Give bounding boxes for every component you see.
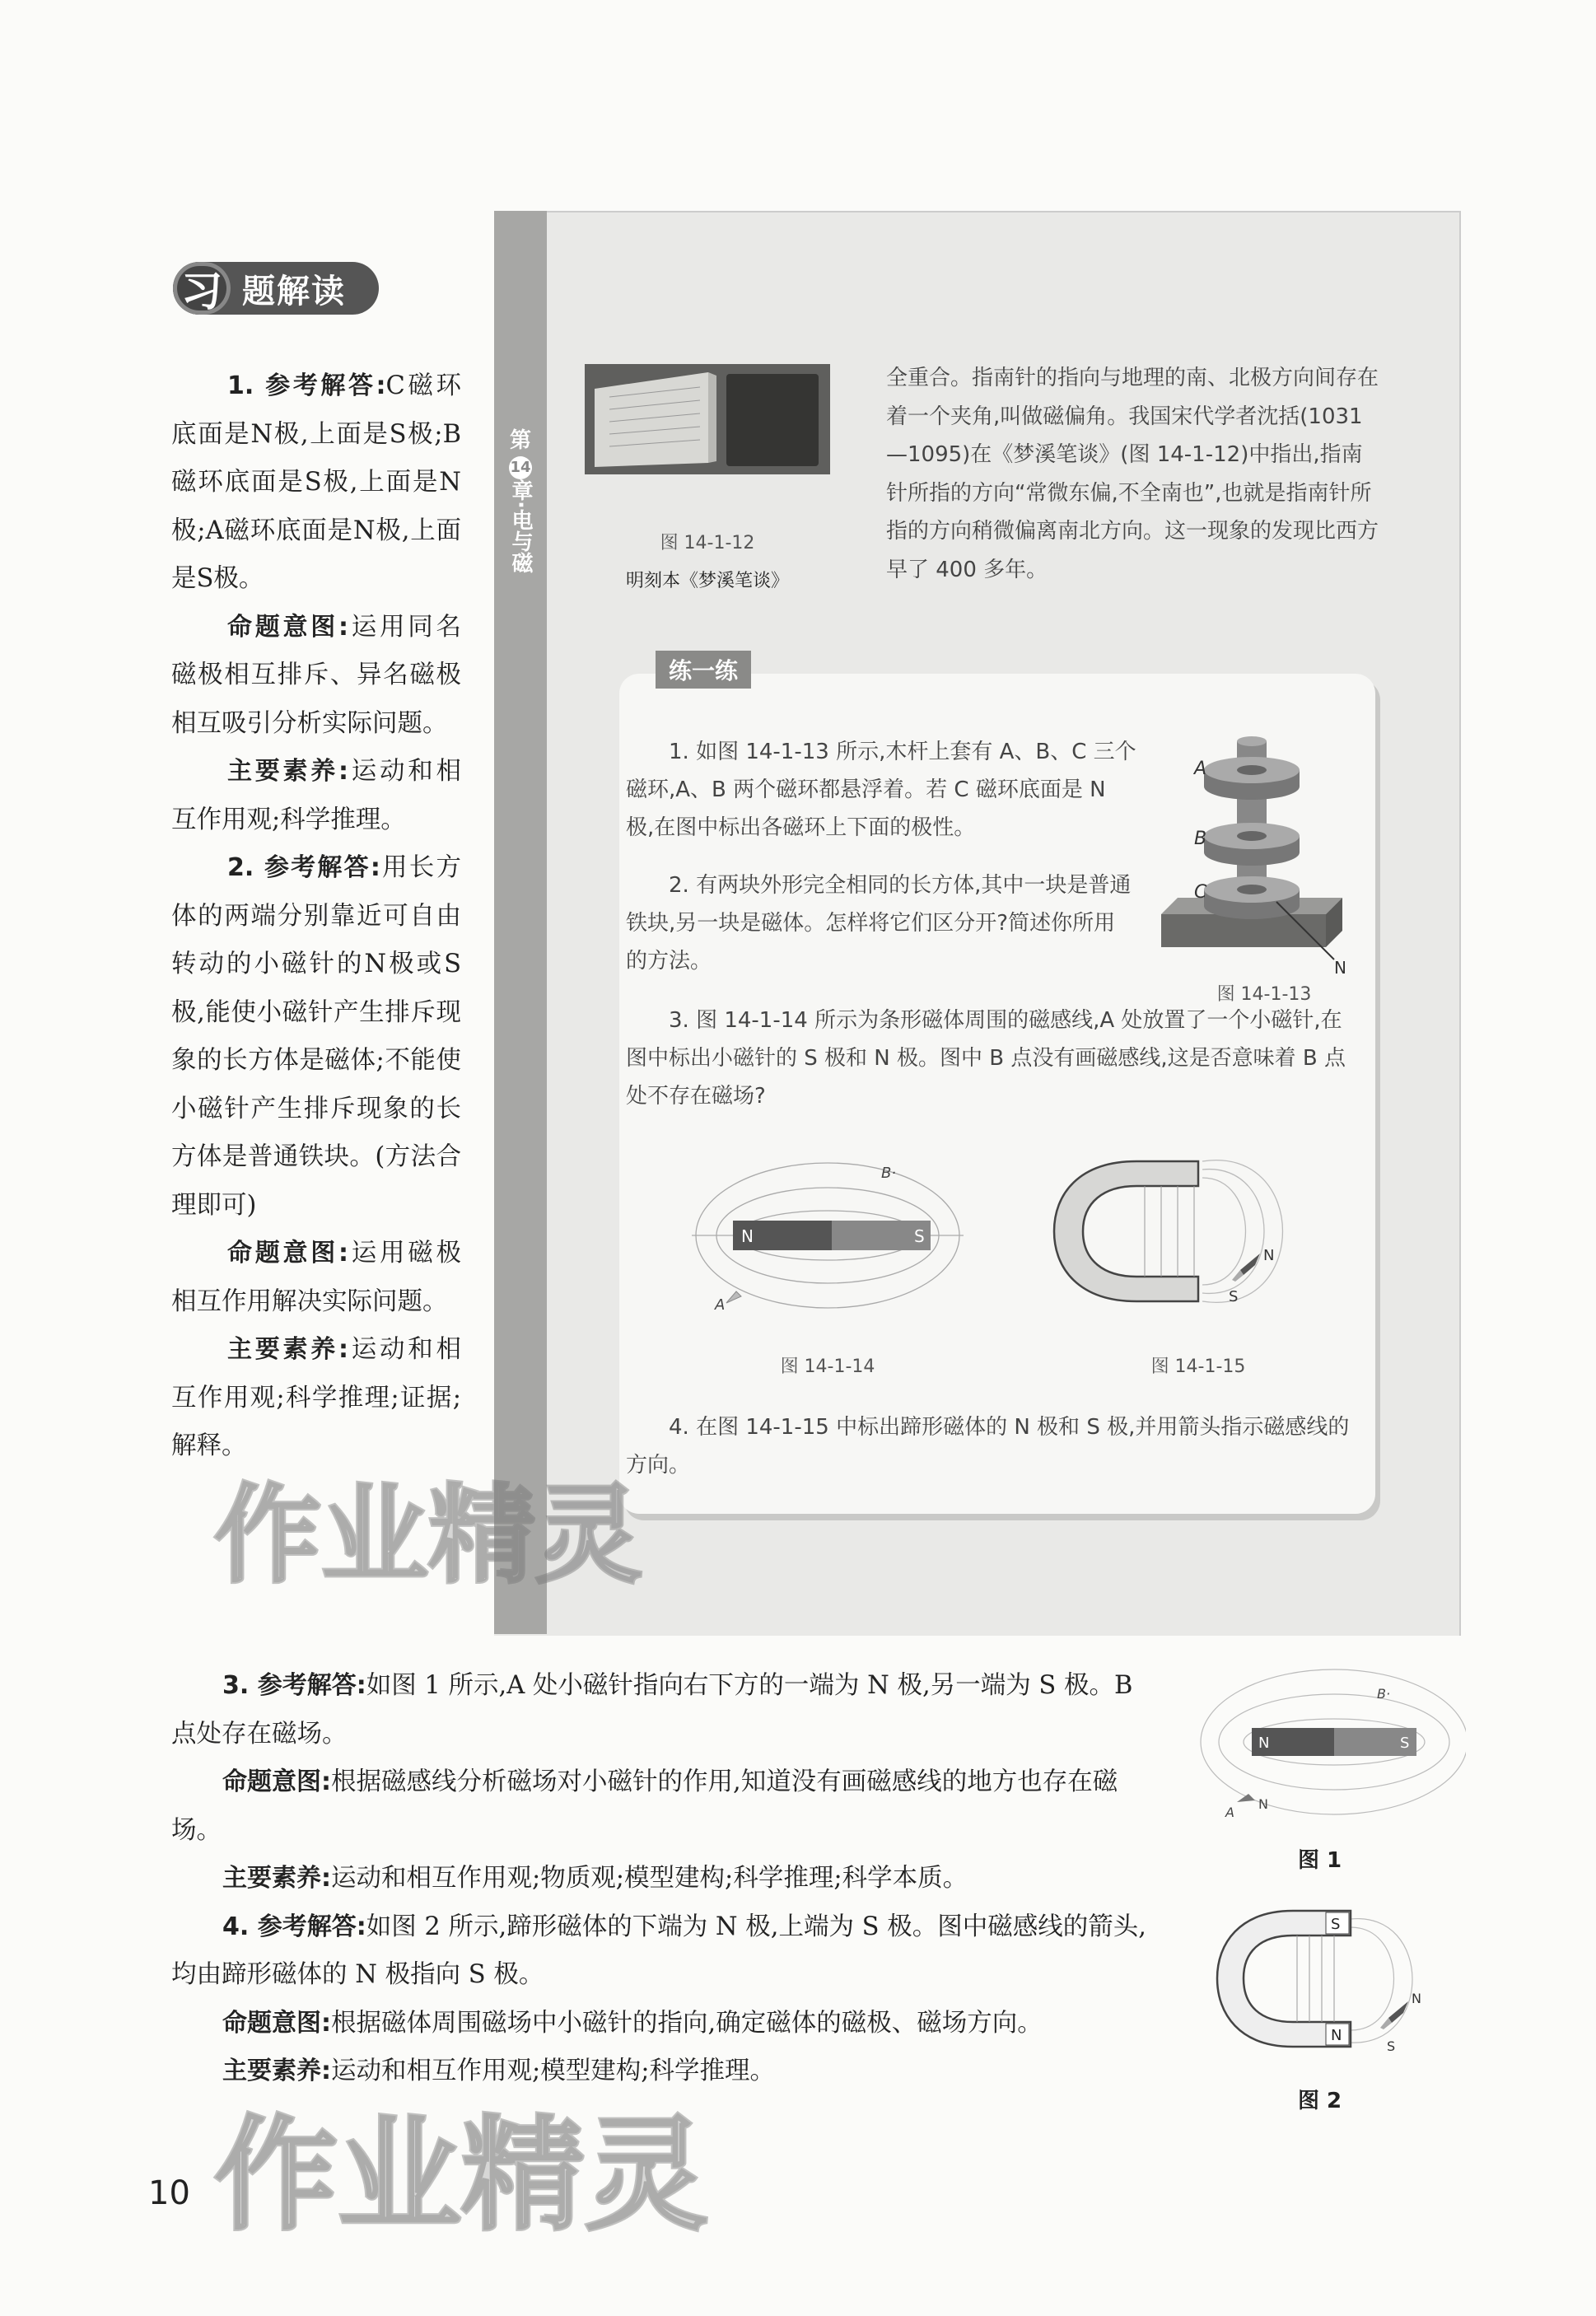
fig1-n-label: N xyxy=(1258,1735,1270,1752)
q2-literacy: 运动和相互作用观;科学推理;证据;解释。 xyxy=(171,1335,461,1460)
q4-intent: 根据磁体周围磁场中小磁针的指向,确定磁体的磁极、磁场方向。 xyxy=(331,2008,1043,2038)
q3-literacy: 运动和相互作用观;物质观;模型建构;科学推理;科学本质。 xyxy=(331,1864,968,1893)
q3-intent-label: 命题意图: xyxy=(222,1767,331,1796)
q2-literacy-label: 主要素养: xyxy=(227,1335,348,1364)
q3-literacy-label: 主要素养: xyxy=(222,1864,331,1893)
badge-icon: 习 xyxy=(173,262,231,315)
fig-14-1-15-caption: 图 14-1-15 xyxy=(1150,1356,1246,1377)
fig1-a-label: A xyxy=(1225,1805,1234,1820)
fig2-n-label: N xyxy=(1331,2027,1342,2044)
practice-q1: 1. 如图 14-1-13 所示,木杆上套有 A、B、C 三个磁环,A、B 两个磁环都悬浮着。若 C 磁环底面是 N 极,在图中标出各磁环上下面的极性。 xyxy=(626,740,1136,840)
chapter-sidebar-text xyxy=(504,428,537,579)
section-title: 题解读 xyxy=(242,272,346,311)
book-photo xyxy=(585,364,830,474)
q1-label: 1. 参考解答: xyxy=(227,371,386,400)
answer-figure-1 xyxy=(1194,1655,1466,1828)
horseshoe-compass-n: N xyxy=(1263,1247,1275,1264)
q2-label: 2. 参考解答: xyxy=(227,853,380,882)
book-image xyxy=(585,364,830,474)
fig-14-1-12-caption: 图 14-1-12 xyxy=(660,533,755,553)
bar-s-label: S xyxy=(914,1226,925,1246)
ring-label-n: N xyxy=(1334,958,1346,978)
figure-2-label: 图 2 xyxy=(1298,2089,1342,2113)
chapter-number: 14 xyxy=(509,456,532,479)
q1-literacy-label: 主要素养: xyxy=(227,757,348,786)
fig1-b-label: B· xyxy=(1377,1686,1391,1702)
chapter-title: 章·电与磁 xyxy=(508,479,533,573)
fig-14-1-14-caption: 图 14-1-14 xyxy=(780,1356,875,1377)
q1-intent-label: 命题意图: xyxy=(227,612,348,642)
bottom-answers xyxy=(171,1662,1160,2096)
chapter-prefix: 第 xyxy=(509,428,531,453)
q4-answer: 如图 2 所示,蹄形磁体的下端为 N 极,上端为 S 极。图中磁感线的箭头,均由蹄形磁体的 N 极指向 S 极。 xyxy=(171,1912,1146,1989)
watermark-mid: 作业精灵 xyxy=(214,1473,643,1598)
q3-label: 3. 参考解答: xyxy=(222,1671,366,1700)
q3-answer: 如图 1 所示,A 处小磁针指向右下方的一端为 N 极,另一端为 S 极。B 点处存在磁场。 xyxy=(171,1671,1133,1749)
fig-14-1-14-bar-magnet xyxy=(675,1145,980,1326)
practice-tag: 练一练 xyxy=(656,651,751,689)
point-a-label: A xyxy=(715,1296,726,1314)
q2-intent-label: 命题意图: xyxy=(227,1239,348,1268)
fig-14-1-13-caption: 图 14-1-13 xyxy=(1216,984,1312,1005)
bar-n-label: N xyxy=(741,1226,754,1246)
textbook-paragraph: 全重合。指南针的指向与地理的南、北极方向间存在着一个夹角,叫做磁偏角。我国宋代学者沈括(1031—1095)在《梦溪笔谈》(图 14-1-12)中指出,指南针所指的方向“常微东偏,不全南也”,也就是指南针所指的方向稍微偏离南北方向。这一现象的发现比西方早了 400 多年。 xyxy=(886,366,1379,582)
q3-intent: 根据磁感线分析磁场对小磁针的作用,知道没有画磁感线的地方也存在磁场。 xyxy=(171,1767,1118,1845)
ring-label-b: B xyxy=(1194,829,1207,849)
ring-label-a: A xyxy=(1194,759,1207,779)
fig2-compass-s: S xyxy=(1387,2038,1396,2054)
fig2-s-label: S xyxy=(1331,1916,1341,1933)
page-number: 10 xyxy=(148,2174,190,2212)
watermark-bottom: 作业精灵 xyxy=(214,2104,709,2248)
point-b-label: B· xyxy=(881,1165,897,1182)
answer-figure-2 xyxy=(1211,1894,1449,2059)
fig-14-1-13-rings xyxy=(1153,725,1351,980)
practice-q2: 2. 有两块外形完全相同的长方体,其中一块是普通铁块,另一块是磁体。怎样将它们区分开?简述你所用的方法。 xyxy=(626,873,1132,974)
q2-intent: 运用磁极相互作用解决实际问题。 xyxy=(171,1239,461,1316)
fig1-compass-n: N xyxy=(1258,1796,1268,1812)
fig1-s-label: S xyxy=(1400,1735,1410,1752)
section-badge xyxy=(173,262,379,315)
q4-intent-label: 命题意图: xyxy=(222,2008,331,2038)
q1-intent: 运用同名磁极相互排斥、异名磁极相互吸引分析实际问题。 xyxy=(171,612,461,738)
chapter-sidebar xyxy=(494,211,547,1634)
q1-literacy: 运动和相互作用观;科学推理。 xyxy=(171,757,461,834)
q2-answer: 用长方体的两端分别靠近可自由转动的小磁针的N极或S极,能使小磁针产生排斥现象的长方体是磁体;不能使小磁针产生排斥现象的长方体是普通铁块。(方法合理即可) xyxy=(171,853,461,1220)
practice-q4: 4. 在图 14-1-15 中标出蹄形磁体的 N 极和 S 极,并用箭头指示磁感线的方向。 xyxy=(626,1415,1350,1478)
fig2-compass-n: N xyxy=(1412,1991,1421,2006)
practice-q3: 3. 图 14-1-14 所示为条形磁体周围的磁感线,A 处放置了一个小磁针,在图中标出小磁针的 S 极和 N 极。图中 B 点没有画磁感线,这是否意味着 B 点处不存在磁场? xyxy=(626,1008,1346,1109)
q4-label: 4. 参考解答: xyxy=(222,1912,366,1941)
figure-1-label: 图 1 xyxy=(1298,1848,1342,1873)
q4-literacy: 运动和相互作用观;模型建构;科学推理。 xyxy=(331,2057,776,2085)
horseshoe-compass-s: S xyxy=(1229,1288,1239,1305)
q4-literacy-label: 主要素养: xyxy=(222,2057,331,2085)
left-answer-column xyxy=(171,362,461,1471)
fig-14-1-12-subcaption: 明刻本《梦溪笔谈》 xyxy=(625,571,789,591)
ring-label-c: C xyxy=(1194,882,1207,903)
fig-14-1-15-horseshoe-magnet xyxy=(1046,1137,1318,1326)
q1-answer: C磁环底面是N极,上面是S极;B磁环底面是S极,上面是N极;A磁环底面是N极,上面是S极。 xyxy=(171,371,461,593)
